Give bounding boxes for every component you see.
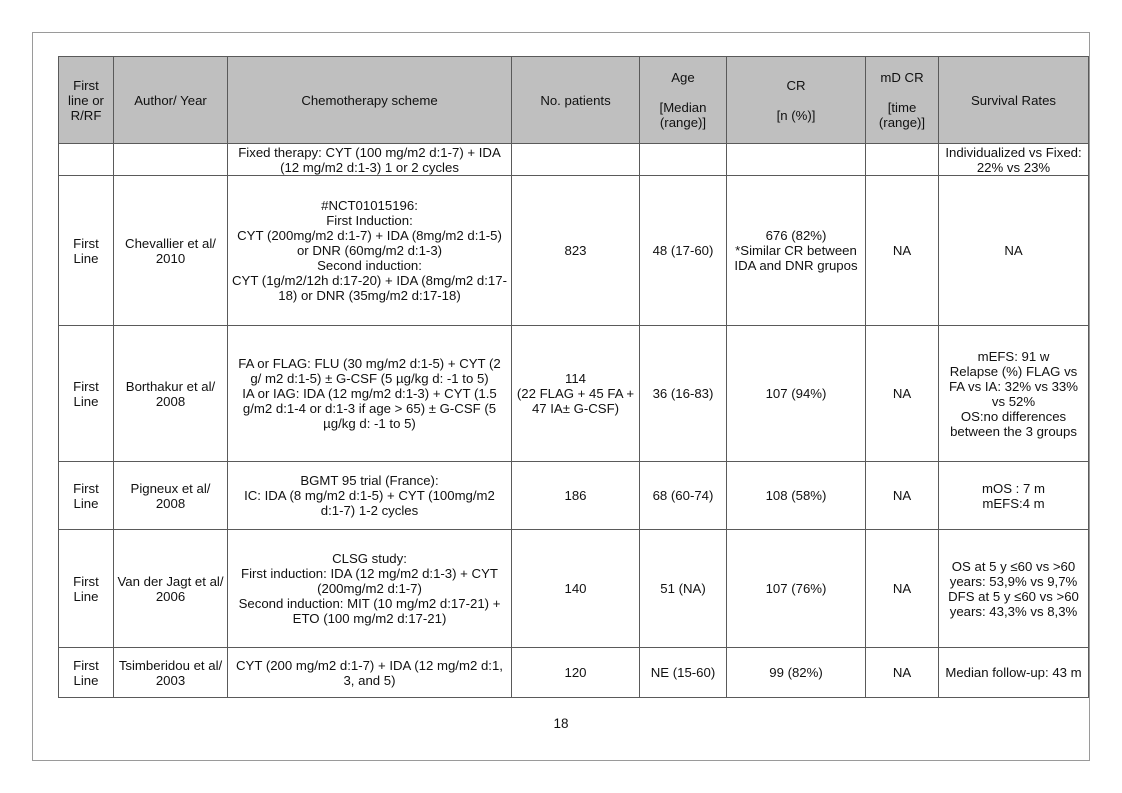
cell-survival: mEFS: 91 w Relapse (%) FLAG vs FA vs IA: 32% vs 33% vs 52% OS:no differences between the 3 groups (939, 326, 1089, 462)
cell-survival: Median follow-up: 43 m (939, 648, 1089, 698)
header-no-patients: No. patients (512, 57, 640, 144)
cell-patients: 186 (512, 462, 640, 530)
cell-age: 68 (60-74) (640, 462, 727, 530)
cell-cr: 676 (82%) *Similar CR between IDA and DNR grupos (727, 176, 866, 326)
chemotherapy-table (58, 56, 1089, 698)
cell-survival: NA (939, 176, 1089, 326)
page-number: 18 (553, 716, 569, 731)
table-row (59, 144, 1089, 176)
cell-line: First Line (59, 462, 114, 530)
table-row (59, 530, 1089, 648)
cell-cr (727, 144, 866, 176)
cell-line: First Line (59, 648, 114, 698)
header-chemotherapy-scheme: Chemotherapy scheme (228, 57, 512, 144)
cell-survival: Individualized vs Fixed: 22% vs 23% (939, 144, 1089, 176)
cell-survival: OS at 5 y ≤60 vs >60 years: 53,9% vs 9,7% DFS at 5 y ≤60 vs >60 years: 43,3% vs 8,3% (939, 530, 1089, 648)
header-age: Age [Median (range)] (640, 57, 727, 144)
cell-line: First Line (59, 530, 114, 648)
cell-age: 48 (17-60) (640, 176, 727, 326)
header-author-year: Author/ Year (114, 57, 228, 144)
cell-cr: 107 (76%) (727, 530, 866, 648)
cell-patients: 114 (22 FLAG + 45 FA + 47 IA± G-CSF) (512, 326, 640, 462)
cell-author (114, 144, 228, 176)
header-md-cr: mD CR [time (range)] (866, 57, 939, 144)
cell-scheme: #NCT01015196: First Induction: CYT (200mg/m2 d:1-7) + IDA (8mg/m2 d:1-5) or DNR (60mg/m2 d:1-3) Second induction: CYT (1g/m2/12h d:17-20) + IDA (8mg/m2 d:17-18) or DNR (35mg/m2 d:17-18) (228, 176, 512, 326)
cell-scheme: Fixed therapy: CYT (100 mg/m2 d:1-7) + IDA (12 mg/m2 d:1-3) 1 or 2 cycles (228, 144, 512, 176)
cell-patients (512, 144, 640, 176)
cell-md-cr: NA (866, 648, 939, 698)
cell-scheme: BGMT 95 trial (France): IC: IDA (8 mg/m2 d:1-5) + CYT (100mg/m2 d:1-7) 1-2 cycles (228, 462, 512, 530)
cell-line (59, 144, 114, 176)
cell-md-cr: NA (866, 326, 939, 462)
table-row (59, 462, 1089, 530)
cell-author: Pigneux et al/ 2008 (114, 462, 228, 530)
cell-age: 36 (16-83) (640, 326, 727, 462)
table-header-row (59, 57, 1089, 144)
cell-md-cr: NA (866, 530, 939, 648)
cell-line: First Line (59, 326, 114, 462)
table-row (59, 326, 1089, 462)
cell-author: Van der Jagt et al/ 2006 (114, 530, 228, 648)
cell-scheme: CYT (200 mg/m2 d:1-7) + IDA (12 mg/m2 d:1, 3, and 5) (228, 648, 512, 698)
cell-patients: 823 (512, 176, 640, 326)
cell-author: Tsimberidou et al/ 2003 (114, 648, 228, 698)
cell-author: Borthakur et al/ 2008 (114, 326, 228, 462)
cell-patients: 120 (512, 648, 640, 698)
cell-scheme: CLSG study: First induction: IDA (12 mg/m2 d:1-3) + CYT (200mg/m2 d:1-7) Second induction: MIT (10 mg/m2 d:17-21) + ETO (100 mg/m2 d:17-21) (228, 530, 512, 648)
table-row (59, 176, 1089, 326)
header-first-line: First line or R/RF (59, 57, 114, 144)
cell-author: Chevallier et al/ 2010 (114, 176, 228, 326)
cell-age: NE (15-60) (640, 648, 727, 698)
cell-md-cr: NA (866, 462, 939, 530)
cell-survival: mOS : 7 m mEFS:4 m (939, 462, 1089, 530)
cell-cr: 108 (58%) (727, 462, 866, 530)
cell-md-cr: NA (866, 176, 939, 326)
cell-cr: 99 (82%) (727, 648, 866, 698)
cell-cr: 107 (94%) (727, 326, 866, 462)
cell-age: 51 (NA) (640, 530, 727, 648)
cell-scheme: FA or FLAG: FLU (30 mg/m2 d:1-5) + CYT (2 g/ m2 d:1-5) ± G-CSF (5 µg/kg d: -1 to 5) IA or IAG: IDA (12 mg/m2 d:1-3) + CYT (1.5 g/m2 d:1-4 or d:1-3 if age > 65) ± G-CSF (5 µg/kg d: -1 to 5) (228, 326, 512, 462)
cell-patients: 140 (512, 530, 640, 648)
table-row (59, 648, 1089, 698)
cell-age (640, 144, 727, 176)
cell-md-cr (866, 144, 939, 176)
header-cr: CR [n (%)] (727, 57, 866, 144)
header-survival-rates: Survival Rates (939, 57, 1089, 144)
cell-line: First Line (59, 176, 114, 326)
